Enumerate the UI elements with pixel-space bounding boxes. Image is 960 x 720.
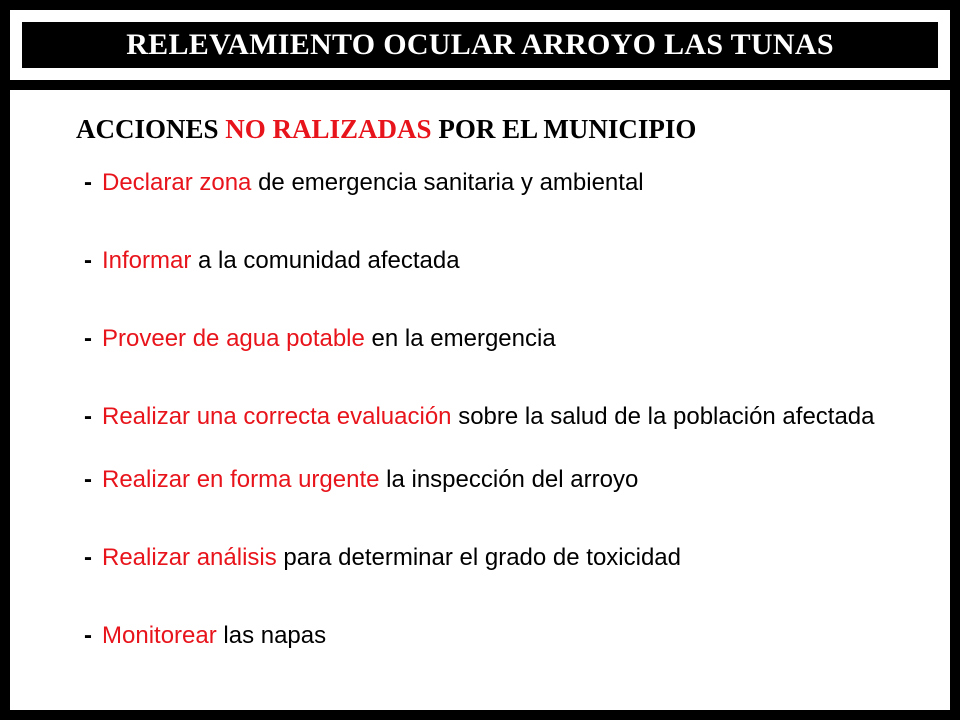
item-highlight: Informar xyxy=(102,247,192,274)
bullet-dash: - xyxy=(84,466,92,493)
heading-highlight: NO RALIZADAS xyxy=(225,114,432,144)
list-item xyxy=(84,324,944,354)
item-text: la inspección del arroyo xyxy=(386,466,639,493)
list-item xyxy=(84,246,944,276)
list-item xyxy=(84,621,944,651)
section-heading xyxy=(76,114,696,145)
item-text: sobre la salud de la población afectada xyxy=(458,403,875,430)
title-banner-inner xyxy=(22,22,938,68)
bullet-dash: - xyxy=(84,403,92,430)
item-highlight: Monitorear xyxy=(102,622,217,649)
action-list xyxy=(84,168,944,699)
list-item xyxy=(84,168,944,198)
bullet-dash: - xyxy=(84,169,92,196)
item-highlight: Realizar una correcta evaluación xyxy=(102,403,452,430)
bullet-dash: - xyxy=(84,325,92,352)
item-text: las napas xyxy=(223,622,327,649)
item-highlight: Realizar en forma urgente xyxy=(102,466,380,493)
slide-title: RELEVAMIENTO OCULAR ARROYO LAS TUNAS xyxy=(126,28,834,61)
item-highlight: Declarar zona xyxy=(102,169,252,196)
bullet-dash: - xyxy=(84,247,92,274)
item-highlight: Proveer de agua potable xyxy=(102,325,365,352)
list-item xyxy=(84,465,944,495)
item-text: en la emergencia xyxy=(371,325,556,352)
content-panel xyxy=(10,90,950,710)
item-highlight: Realizar análisis xyxy=(102,544,277,571)
list-item xyxy=(84,543,944,573)
list-item xyxy=(84,402,944,432)
item-text: de emergencia sanitaria y ambiental xyxy=(258,169,644,196)
bullet-dash: - xyxy=(84,544,92,571)
item-text: a la comunidad afectada xyxy=(198,247,460,274)
title-banner xyxy=(10,10,950,80)
heading-prefix: ACCIONES xyxy=(76,114,219,144)
item-text: para determinar el grado de toxicidad xyxy=(283,544,681,571)
bullet-dash: - xyxy=(84,622,92,649)
heading-suffix: POR EL MUNICIPIO xyxy=(438,114,697,144)
